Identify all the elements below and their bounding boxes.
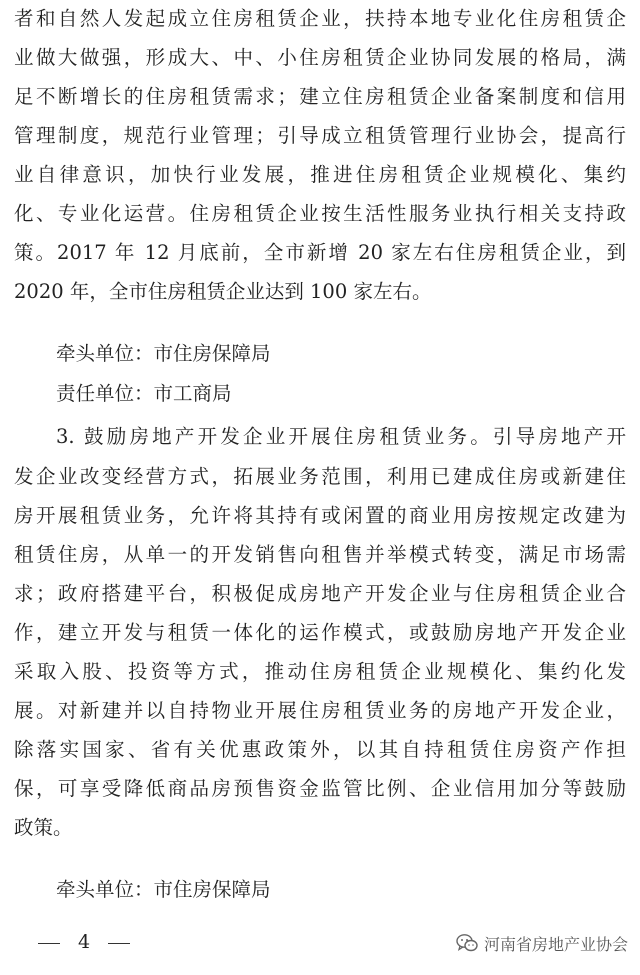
paragraph2-line-3: 房开展租赁业务，允许将其持有或闲置的商业用房按规定改建为 (14, 504, 626, 527)
wechat-icon (456, 933, 478, 953)
paragraph1-line-6: 化、专业化运营。住房租赁企业按生活性服务业执行相关支持政 (14, 202, 626, 225)
paragraph1-line-1: 者和自然人发起成立住房租赁企业，扶持本地专业化住房租赁企 (14, 7, 626, 30)
paragraph2-line-5: 求；政府搭建平台，积极促成房地产开发企业与住房租赁企业合 (14, 582, 626, 605)
responsible-unit-1: 责任单位：市工商局 (56, 382, 232, 405)
lead-unit-1: 牵头单位：市住房保障局 (56, 342, 271, 365)
paragraph2-line-1: 3. 鼓励房地产开发企业开展住房租赁业务。引导房地产开 (56, 425, 626, 448)
paragraph1-line-2: 业做大做强，形成大、中、小住房租赁企业协同发展的格局，满 (14, 46, 626, 69)
paragraph2-line-6: 作，建立开发与租赁一体化的运作模式，或鼓励房地产开发企业 (14, 621, 626, 644)
paragraph1-line-8: 2020 年，全市住房租赁企业达到 100 家左右。 (14, 280, 432, 303)
paragraph2-line-7: 采取入股、投资等方式，推动住房租赁企业规模化、集约化发 (14, 660, 626, 683)
paragraph2-line-9: 除落实国家、省有关优惠政策外，以其自持租赁住房资产作担 (14, 738, 626, 761)
paragraph2-line-4: 租赁住房，从单一的开发销售向租售并举模式转变，满足市场需 (14, 543, 626, 566)
paragraph1-line-5: 业自律意识，加快行业发展，推进住房租赁企业规模化、集约 (14, 163, 626, 186)
page-dash-left (38, 943, 60, 944)
watermark (456, 928, 628, 958)
page-number (38, 928, 130, 956)
lead-unit-2: 牵头单位：市住房保障局 (56, 878, 271, 901)
paragraph2-line-8: 展。对新建并以自持物业开展住房租赁业务的房地产开发企业， (14, 699, 626, 722)
paragraph1-line-3: 足不断增长的住房租赁需求；建立住房租赁企业备案制度和信用 (14, 85, 626, 108)
watermark-text: 河南省房地产业协会 (483, 934, 628, 954)
paragraph2-line-11: 政策。 (14, 816, 73, 839)
page-dash-right (108, 943, 130, 944)
paragraph2-line-2: 发企业改变经营方式，拓展业务范围，利用已建成住房或新建住 (14, 465, 626, 488)
paragraph2-line-10: 保，可享受降低商品房预售资金监管比例、企业信用加分等鼓励 (14, 777, 626, 800)
page-number-value: 4 (78, 931, 91, 953)
paragraph1-line-7: 策。2017 年 12 月底前，全市新增 20 家左右住房租赁企业，到 (14, 241, 626, 264)
paragraph1-line-4: 管理制度，规范行业管理；引导成立租赁管理行业协会，提高行 (14, 124, 626, 147)
